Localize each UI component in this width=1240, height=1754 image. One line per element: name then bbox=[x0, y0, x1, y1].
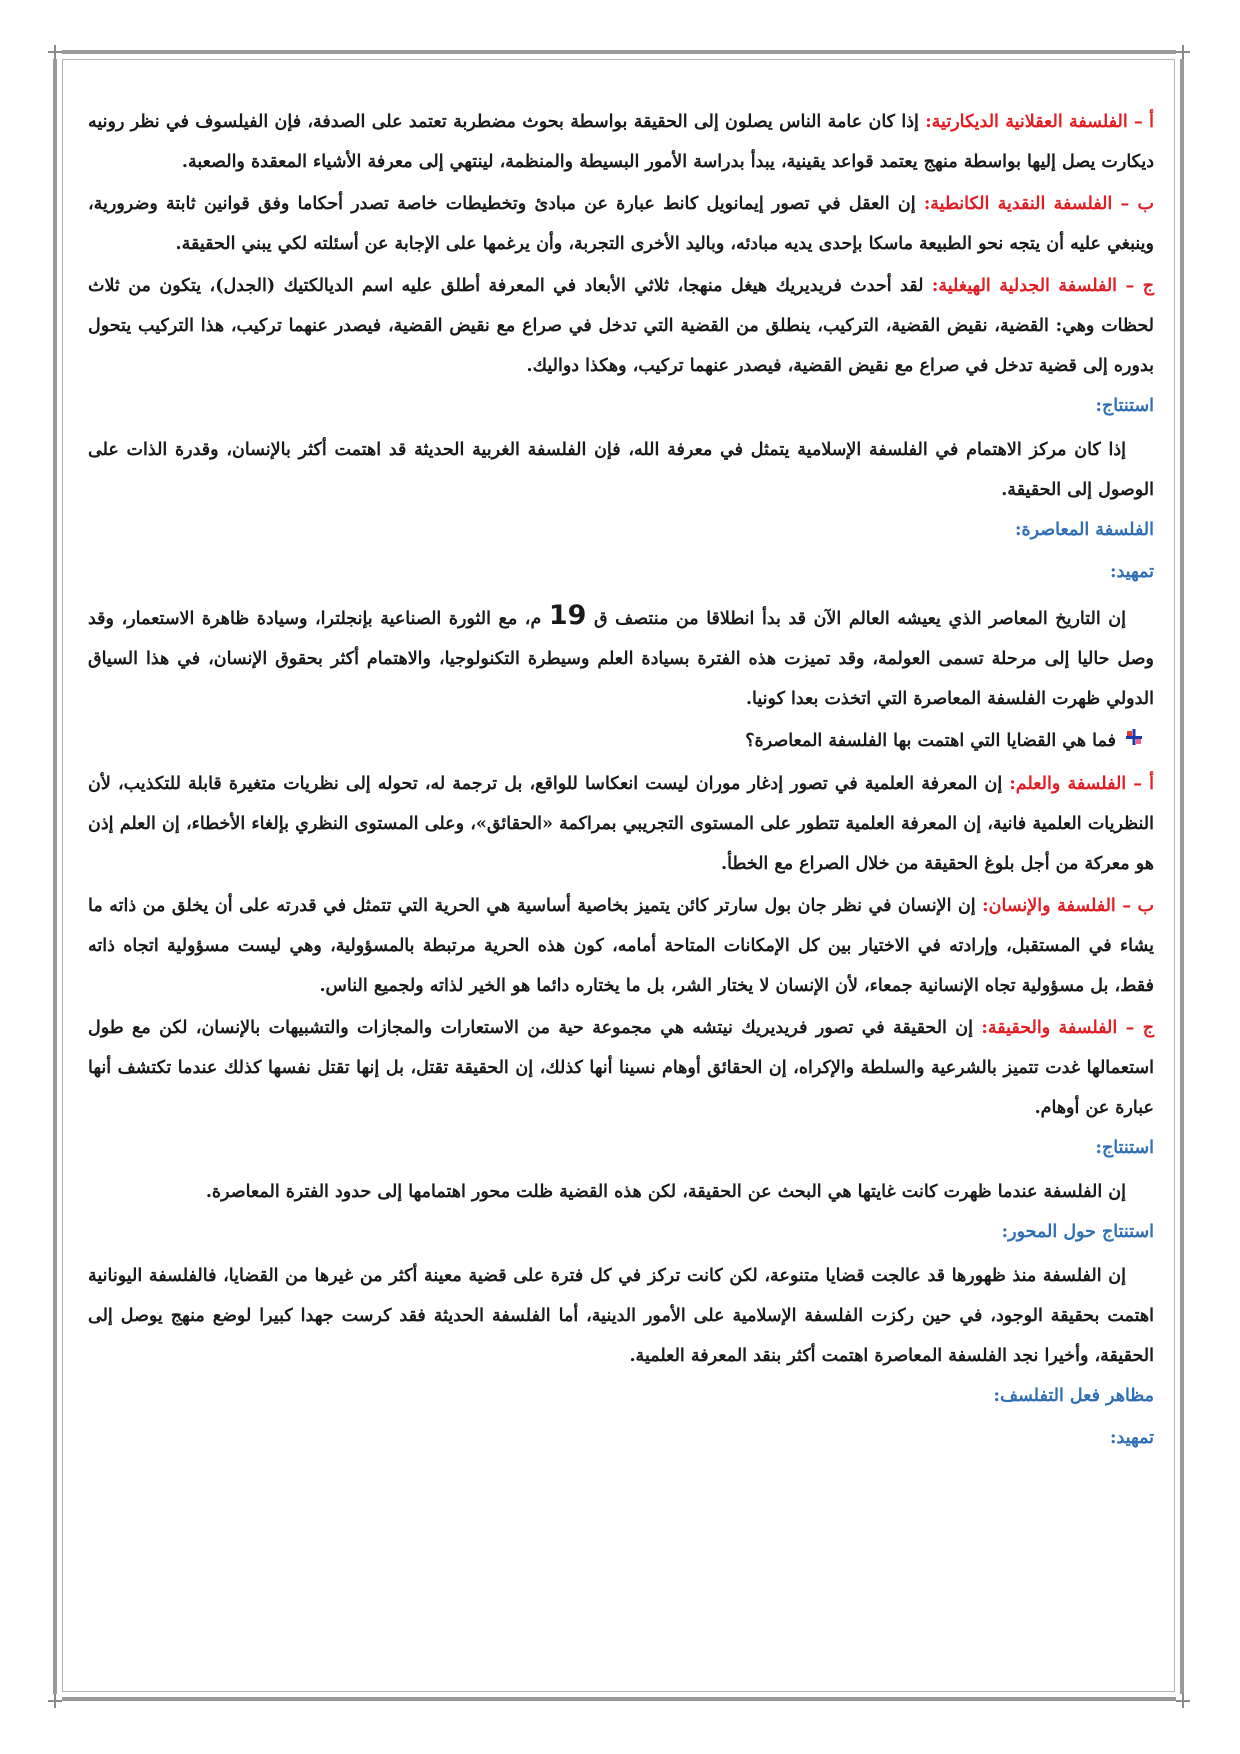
philosophy-science-paragraph bbox=[88, 764, 1154, 884]
section-text: إن الإنسان في نظر جان بول سارتر كائن يتميز بخاصية أساسية هي الحرية التي تتمثل في قدرته على أن يخلق من ذاته ما يشاء في المستقبل، وإرادته في الاختيار بين كل الإمكانات المتاحة أمامه، كون هذه الحرية مرتبطة بالمسؤولية، وهي ليست مسؤولية اتجاه ذاته فقط، بل مسؤولية تجاه الإنسانية جمعاء، لأن الإنسان لا يختار الشر، بل ما يختاره دائما هو الخير لذاته ولجميع الناس. bbox=[88, 895, 1154, 996]
section-text: إن العقل في تصور إيمانويل كانط عبارة عن مبادئ وتخطيطات خاصة تصدر أحكاما وفق قوانين ثابتة وضرورية، وينبغي عليه أن يتجه نحو الطبيعة ماسكا بإحدى يديه مبادئه، وباليد الأخرى التجربة، وأن يرغمها على الإجابة عن أسئلته لكي يبني الحقيقة. bbox=[88, 194, 1154, 254]
section-label: ج – الفلسفة والحقيقة: bbox=[981, 1017, 1154, 1038]
corner-ornament bbox=[48, 45, 62, 59]
manifestations-heading: مظاهر فعل التفلسف: bbox=[993, 1385, 1154, 1406]
corner-ornament bbox=[48, 1694, 62, 1708]
manifestations-intro-heading: تمهيد: bbox=[1110, 1427, 1154, 1448]
section-label: ج – الفلسفة الجدلية الهيغلية: bbox=[931, 276, 1154, 296]
section-text: إن الحقيقة في تصور فريديريك نيتشه هي مجموعة حية من الاستعارات والمجازات والتشبيهات بالإنسان، لكن مع طول استعمالها غدت تتميز بالشرعية والسلطة والإكراه، إن الحقائق أوهام نسينا أنها كذلك، إن الحقيقة تقتل، بل إنها تقتل نفسها كذلك عندما تكتشف أنها عبارة عن أوهام. bbox=[88, 1017, 1154, 1118]
intro-text-end: م، مع الثورة الصناعية بإنجلترا، وسيادة ظاهرة الاستعمار، وقد وصل حاليا إلى مرحلة تسمى العولمة، وقد تميزت هذه الفترة بسيادة العلم وسيطرة التكنولوجيا، والاهتمام أكثر بحقوق الإنسان، في هذا السياق الدولي ظهرت الفلسفة المعاصرة التي اتخذت بعدا كونيا. bbox=[88, 609, 1154, 709]
intro-heading: تمهيد: bbox=[1110, 562, 1154, 582]
question-line bbox=[88, 721, 1154, 762]
philosophy-human-paragraph bbox=[88, 886, 1154, 1006]
section-text: إذا كان عامة الناس يصلون إلى الحقيقة بواسطة بحوث مضطربة تعتمد على الصدفة، فإن الفيلسوف في نظر رونيه ديكارت يصل إليها بواسطة منهج يعتمد قواعد يقينية، يبدأ بدراسة الأمور البسيطة والمنظمة، لينتهي إلى معرفة الأشياء المعقدة والصعبة. bbox=[88, 112, 1154, 172]
kantian-critical-paragraph bbox=[88, 184, 1154, 264]
conclusion-paragraph: إذا كان مركز الاهتمام في الفلسفة الإسلامية يتمثل في معرفة الله، فإن الفلسفة الغربية الحديثة قد اهتمت أكثر بالإنسان، وقدرة الذات على الوصول إلى الحقيقة. bbox=[88, 440, 1154, 500]
corner-ornament bbox=[1176, 1694, 1190, 1708]
section-label: أ – الفلسفة العقلانية الديكارتية: bbox=[925, 112, 1154, 132]
section-text: إن المعرفة العلمية في تصور إدغار موران ليست انعكاسا للواقع، بل ترجمة له، تحوله إلى نظريات متغيرة قابلة للتكذيب، لأن النظريات العلمية فانية، إن المعرفة العلمية تتطور على المستوى التجريبي بمراكمة «الحقائق»، وعلى المستوى النظري بإلغاء الأخطاء، إن العلم إذن هو معركة من أجل بلوغ الحقيقة من خلال الصراع مع الخطأ. bbox=[88, 773, 1154, 874]
cartesian-rationalism-paragraph bbox=[88, 102, 1154, 182]
section-label: ب – الفلسفة النقدية الكانطية: bbox=[923, 194, 1155, 214]
axis-conclusion-heading: استنتاج حول المحور: bbox=[1001, 1221, 1154, 1242]
conclusion-paragraph: إن الفلسفة عندما ظهرت كانت غايتها هي البحث عن الحقيقة، لكن هذه القضية ظلت محور اهتمامها إلى حدود الفترة المعاصرة. bbox=[205, 1181, 1126, 1202]
intro-text-start: إن التاريخ المعاصر الذي يعيشه العالم الآن قد بدأ انطلاقا من منتصف ق bbox=[586, 609, 1126, 629]
section-label: ب – الفلسفة والإنسان: bbox=[982, 895, 1155, 916]
contemporary-philosophy-heading: الفلسفة المعاصرة: bbox=[1014, 520, 1154, 540]
axis-conclusion-paragraph: إن الفلسفة منذ ظهورها قد عالجت قضايا متنوعة، لكن كانت تركز في كل فترة على قضية معينة أكثر من غيرها من القضايا، فالفلسفة اليونانية اهتمت بحقيقة الوجود، في حين ركزت الفلسفة الإسلامية على الأمور الدينية، أما الفلسفة الحديثة فقد كرست جهدا كبيرا لوضع منهج يوصل إلى الحقيقة، وأخيرا نجد الفلسفة المعاصرة اهتمت أكثر بنقد المعرفة العلمية. bbox=[88, 1265, 1154, 1366]
document-body bbox=[88, 102, 1154, 1462]
conclusion-heading: استنتاج: bbox=[1095, 396, 1154, 416]
question-text: فما هي القضايا التي اهتمت بها الفلسفة المعاصرة؟ bbox=[745, 731, 1116, 751]
conclusion-heading: استنتاج: bbox=[1095, 1137, 1154, 1158]
cross-bullet-icon bbox=[1124, 722, 1144, 762]
section-text: لقد أحدث فريديريك هيغل منهجا، ثلاثي الأبعاد في المعرفة أطلق عليه اسم الديالكتيك (الجدل)، يتكون من ثلاث لحظات وهي: القضية، نقيض القضية، التركيب، ينطلق من القضية التي تدخل في صراع مع نقيض القضية، فيصدر عنهما تركيب، هذا التركيب يتحول بدوره إلى قضية تدخل في صراع مع نقيض القضية، فيصدر عنهما تركيب، وهكذا دواليك. bbox=[88, 276, 1154, 376]
section-label: أ – الفلسفة والعلم: bbox=[1009, 773, 1154, 794]
intro-paragraph bbox=[88, 596, 1154, 719]
philosophy-truth-paragraph bbox=[88, 1008, 1154, 1128]
corner-ornament bbox=[1176, 45, 1190, 59]
century-number: 19 bbox=[548, 600, 587, 631]
hegelian-dialectic-paragraph bbox=[88, 266, 1154, 386]
